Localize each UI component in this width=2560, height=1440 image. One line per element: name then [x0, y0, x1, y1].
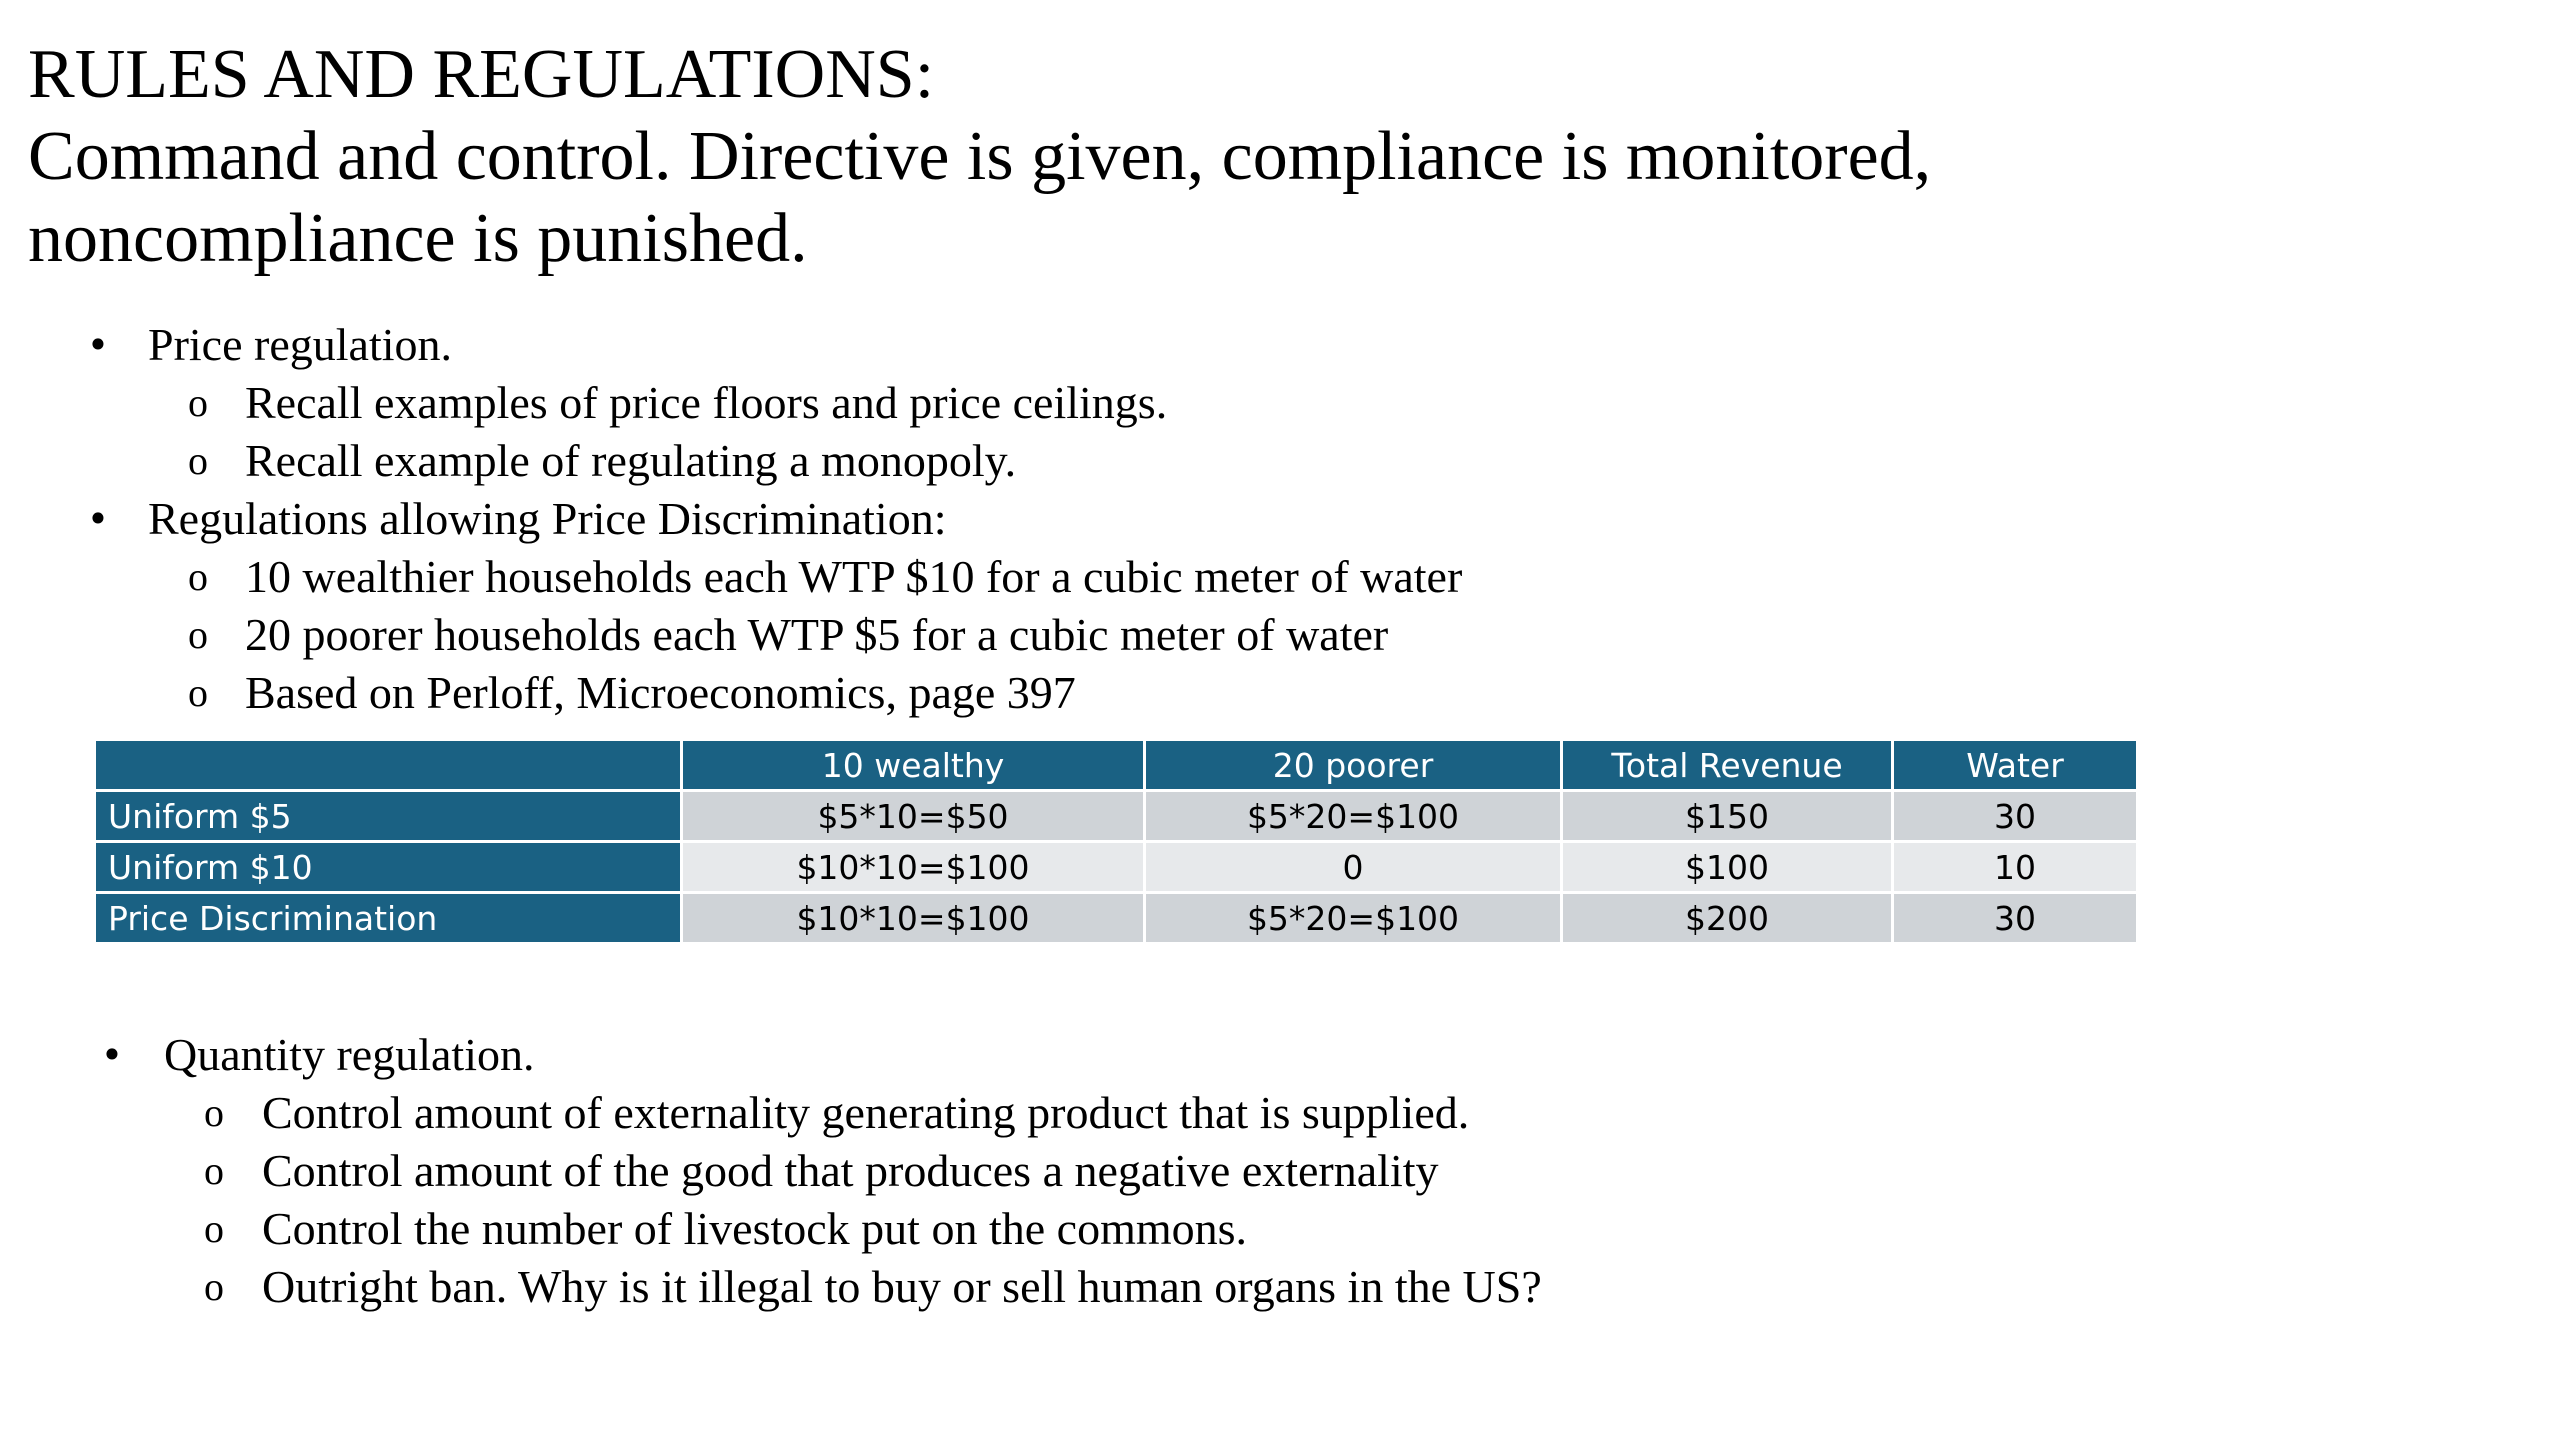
hollow-circle-bullet-icon: o: [188, 438, 208, 483]
sub-bullet-item: [0, 1258, 2500, 1316]
title-subheading-line-1: Command and control. Directive is given, compliance is monitored,: [28, 118, 1932, 195]
table-cell: $10*10=$100: [682, 893, 1145, 944]
bullet-item: [0, 1026, 2500, 1084]
bullet-text: Price regulation.: [148, 319, 453, 370]
table-cell: $5*20=$100: [1145, 791, 1562, 842]
table-row-label: Uniform $10: [95, 842, 682, 893]
table-cell: $10*10=$100: [682, 842, 1145, 893]
bullet-dot-icon: •: [100, 1033, 124, 1077]
sub-bullet-text: Control amount of externality generating product that is supplied.: [262, 1087, 1470, 1138]
sub-bullet-item: [0, 664, 2500, 722]
table-cell: $200: [1562, 893, 1893, 944]
bullet-dot-icon: •: [86, 323, 110, 367]
title-subheading-line-2: noncompliance is punished.: [28, 200, 808, 277]
table-cell: $5*10=$50: [682, 791, 1145, 842]
sub-bullet-item: [0, 548, 2500, 606]
sub-bullet-item: [0, 1084, 2500, 1142]
sub-bullet-text: 10 wealthier households each WTP $10 for a cubic meter of water: [245, 551, 1463, 602]
table-row: [95, 842, 2138, 893]
hollow-circle-bullet-icon: o: [188, 554, 208, 599]
table-header-cell: 20 poorer: [1145, 740, 1562, 791]
revenue-table-container: [93, 738, 2139, 945]
bullet-item: [0, 316, 2500, 374]
table-header-cell: 10 wealthy: [682, 740, 1145, 791]
hollow-circle-bullet-icon: o: [204, 1148, 224, 1193]
sub-bullet-text: Based on Perloff, Microeconomics, page 397: [245, 667, 1076, 718]
bullet-item: [0, 490, 2500, 548]
title-heading: RULES AND REGULATIONS:: [28, 36, 935, 113]
table-row-label: Price Discrimination: [95, 893, 682, 944]
table-header-row: [95, 740, 2138, 791]
bullet-dot-icon: •: [86, 497, 110, 541]
sub-bullet-text: Recall examples of price floors and price ceilings.: [245, 377, 1168, 428]
price-bullet-list: [0, 316, 2500, 722]
hollow-circle-bullet-icon: o: [204, 1206, 224, 1251]
table-cell: 0: [1145, 842, 1562, 893]
hollow-circle-bullet-icon: o: [204, 1090, 224, 1135]
bullet-text: Regulations allowing Price Discrimination:: [148, 493, 947, 544]
sub-bullet-text: Control the number of livestock put on the commons.: [262, 1203, 1248, 1254]
hollow-circle-bullet-icon: o: [204, 1264, 224, 1309]
table-cell: 30: [1893, 893, 2138, 944]
sub-bullet-text: 20 poorer households each WTP $5 for a cubic meter of water: [245, 609, 1389, 660]
sub-bullet-item: [0, 606, 2500, 664]
table-cell: $150: [1562, 791, 1893, 842]
table-header-cell: [95, 740, 682, 791]
sub-bullet-item: [0, 374, 2500, 432]
sub-bullet-item: [0, 1200, 2500, 1258]
table-row-label: Uniform $5: [95, 791, 682, 842]
table-cell: 10: [1893, 842, 2138, 893]
table-header-cell: Water: [1893, 740, 2138, 791]
revenue-table: [93, 738, 2139, 945]
sub-bullet-item: [0, 432, 2500, 490]
sub-bullet-text: Control amount of the good that produces a negative externality: [262, 1145, 1439, 1196]
hollow-circle-bullet-icon: o: [188, 670, 208, 715]
quantity-bullet-list: [0, 1026, 2500, 1316]
bullet-text: Quantity regulation.: [164, 1029, 535, 1080]
table-cell: 30: [1893, 791, 2138, 842]
table-row: [95, 791, 2138, 842]
table-cell: $5*20=$100: [1145, 893, 1562, 944]
hollow-circle-bullet-icon: o: [188, 612, 208, 657]
sub-bullet-text: Recall example of regulating a monopoly.: [245, 435, 1017, 486]
table-cell: $100: [1562, 842, 1893, 893]
sub-bullet-item: [0, 1142, 2500, 1200]
hollow-circle-bullet-icon: o: [188, 380, 208, 425]
sub-bullet-text: Outright ban. Why is it illegal to buy or sell human organs in the US?: [262, 1261, 1542, 1312]
table-row: [95, 893, 2138, 944]
table-header-cell: Total Revenue: [1562, 740, 1893, 791]
slide-title: [28, 34, 2508, 280]
